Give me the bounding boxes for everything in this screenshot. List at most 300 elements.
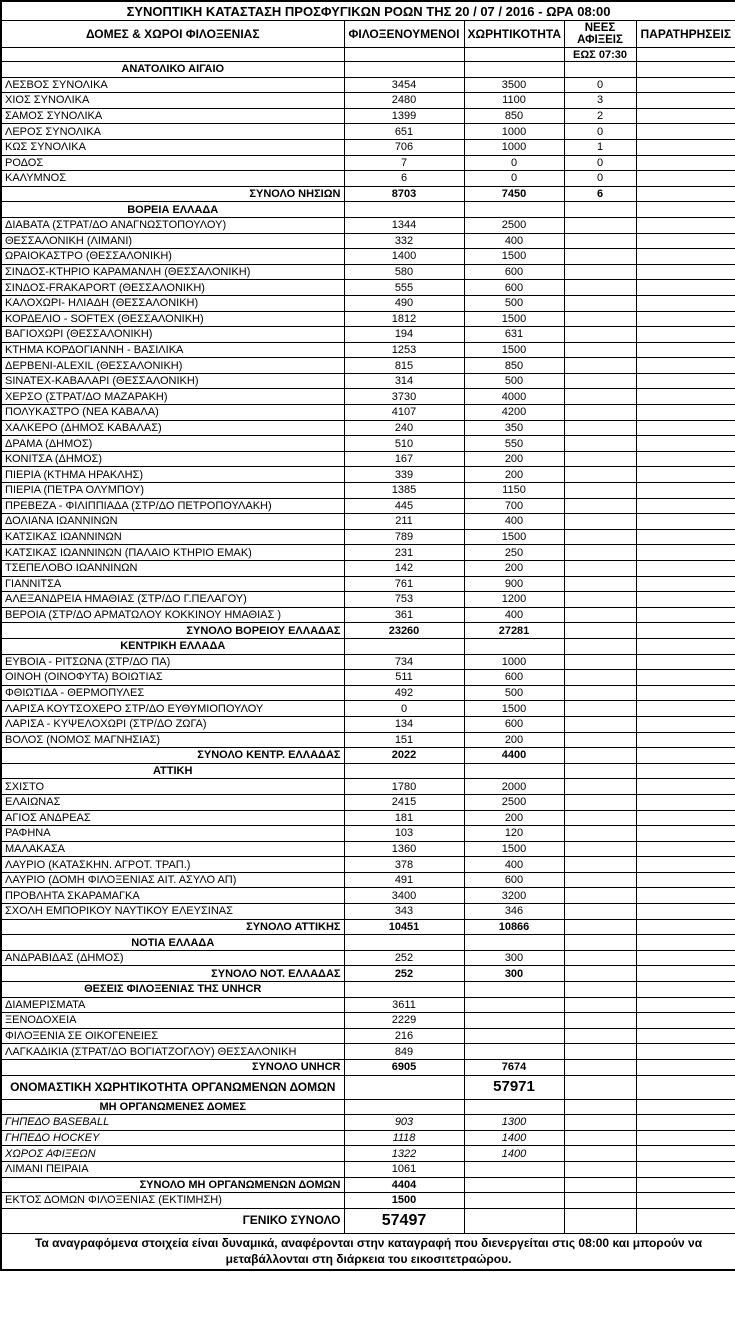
cell-notes xyxy=(636,638,735,654)
cell-guests: 1500 xyxy=(344,1193,464,1209)
cell-arrivals xyxy=(564,794,636,810)
cell-capacity xyxy=(464,1177,564,1193)
cell-guests: 3730 xyxy=(344,389,464,405)
cell-arrivals xyxy=(564,638,636,654)
cell-capacity: 200 xyxy=(464,810,564,826)
table-row xyxy=(1,171,735,187)
empty-cell xyxy=(464,48,564,62)
cell-arrivals xyxy=(564,249,636,265)
cell-notes xyxy=(636,888,735,904)
cell-capacity xyxy=(464,1013,564,1029)
cell-arrivals xyxy=(564,919,636,935)
section-row xyxy=(1,763,735,779)
table-row xyxy=(1,389,735,405)
cell-guests: 1322 xyxy=(344,1146,464,1162)
cell-capacity: 1300 xyxy=(464,1115,564,1131)
cell-guests: 1385 xyxy=(344,483,464,499)
cell-notes xyxy=(636,545,735,561)
table-row xyxy=(1,1115,735,1131)
cell-notes xyxy=(636,202,735,218)
cell-notes xyxy=(636,982,735,998)
cell-capacity: 600 xyxy=(464,716,564,732)
cell-guests: 0 xyxy=(344,701,464,717)
cell-label: ΡΟΔΟΣ xyxy=(1,155,344,171)
cell-notes xyxy=(636,576,735,592)
cell-guests: 8703 xyxy=(344,186,464,202)
cell-capacity xyxy=(464,982,564,998)
cell-label: ΣΥΝΟΛΟ ΜΗ ΟΡΓΑΝΩΜΕΝΩΝ ΔΟΜΩΝ xyxy=(1,1177,344,1193)
table-row xyxy=(1,841,735,857)
cell-notes xyxy=(636,358,735,374)
cell-capacity: 400 xyxy=(464,857,564,873)
cell-capacity: 1500 xyxy=(464,841,564,857)
cell-arrivals xyxy=(564,451,636,467)
cell-guests: 1118 xyxy=(344,1130,464,1146)
cell-notes xyxy=(636,607,735,623)
cell-capacity: 600 xyxy=(464,280,564,296)
title-row xyxy=(1,1,735,21)
cell-guests: 1344 xyxy=(344,217,464,233)
cell-arrivals xyxy=(564,217,636,233)
cell-label: ΛΙΜΑΝΙ ΠΕΙΡΑΙΑ xyxy=(1,1161,344,1177)
cell-notes xyxy=(636,373,735,389)
cell-capacity: 1150 xyxy=(464,483,564,499)
table-row xyxy=(1,514,735,530)
table-row xyxy=(1,779,735,795)
cell-notes xyxy=(636,108,735,124)
cell-arrivals xyxy=(564,62,636,78)
cell-arrivals xyxy=(564,685,636,701)
cell-capacity: 600 xyxy=(464,670,564,686)
cell-label: ΣΧΟΛΗ ΕΜΠΟΡΙΚΟΥ ΝΑΥΤΙΚΟΥ ΕΛΕΥΣΙΝΑΣ xyxy=(1,904,344,920)
table-row xyxy=(1,872,735,888)
cell-guests: 151 xyxy=(344,732,464,748)
cell-arrivals xyxy=(564,295,636,311)
cell-guests: 23260 xyxy=(344,623,464,639)
cell-arrivals: 0 xyxy=(564,171,636,187)
cell-guests: 10451 xyxy=(344,919,464,935)
cell-label: ΧΩΡΟΣ ΑΦΙΞΕΩΝ xyxy=(1,1146,344,1162)
cell-arrivals xyxy=(564,280,636,296)
cell-arrivals xyxy=(564,654,636,670)
cell-guests xyxy=(344,982,464,998)
cell-label: ΣΥΝΟΛΟ ΝΟΤ. ΕΛΛΑΔΑΣ xyxy=(1,966,344,982)
table-row xyxy=(1,451,735,467)
cell-capacity: 1500 xyxy=(464,342,564,358)
table-row xyxy=(1,529,735,545)
cell-notes xyxy=(636,451,735,467)
table-row xyxy=(1,342,735,358)
cell-notes xyxy=(636,1044,735,1060)
table-row xyxy=(1,139,735,155)
cell-guests: 211 xyxy=(344,514,464,530)
cell-notes xyxy=(636,1028,735,1044)
cell-arrivals xyxy=(564,561,636,577)
cell-capacity: 1200 xyxy=(464,592,564,608)
cell-arrivals xyxy=(564,498,636,514)
table-row xyxy=(1,701,735,717)
cell-arrivals xyxy=(564,701,636,717)
cell-arrivals xyxy=(564,623,636,639)
cell-label: ΣΑΜΟΣ ΣΥΝΟΛΙΚΑ xyxy=(1,108,344,124)
cell-capacity: 10866 xyxy=(464,919,564,935)
cell-capacity: 300 xyxy=(464,950,564,966)
cell-label: ΩΡΑΙΟΚΑΣΤΡΟ (ΘΕΣΣΑΛΟΝΙΚΗ) xyxy=(1,249,344,265)
cell-notes xyxy=(636,701,735,717)
cell-arrivals xyxy=(564,1115,636,1131)
cell-capacity: 400 xyxy=(464,514,564,530)
cell-capacity: 0 xyxy=(464,171,564,187)
cell-arrivals xyxy=(564,1161,636,1177)
cell-label: ΑΝΔΡΑΒΙΔΑΣ (ΔΗΜΟΣ) xyxy=(1,950,344,966)
cell-label: SINATEX-ΚΑΒΑΛΑΡΙ (ΘΕΣΣΑΛΟΝΙΚΗ) xyxy=(1,373,344,389)
cell-arrivals xyxy=(564,997,636,1013)
cell-guests: 314 xyxy=(344,373,464,389)
table-row xyxy=(1,233,735,249)
cell-capacity xyxy=(464,62,564,78)
cell-label: ΞΕΝΟΔΟΧΕΙΑ xyxy=(1,1013,344,1029)
empty-cell xyxy=(1,48,344,62)
cell-capacity: 631 xyxy=(464,327,564,343)
cell-label: ΠΙΕΡΙΑ (ΠΕΤΡΑ ΟΛΥΜΠΟΥ) xyxy=(1,483,344,499)
cell-notes xyxy=(636,779,735,795)
cell-notes xyxy=(636,748,735,764)
table-row xyxy=(1,607,735,623)
cell-label: ΕΚΤΟΣ ΔΟΜΩΝ ΦΙΛΟΞΕΝΙΑΣ (ΕΚΤΙΜΗΣΗ) xyxy=(1,1193,344,1209)
cell-label: ΣΙΝΔΟΣ-FRAKAPORT (ΘΕΣΣΑΛΟΝΙΚΗ) xyxy=(1,280,344,296)
cell-notes xyxy=(636,716,735,732)
cell-guests: 361 xyxy=(344,607,464,623)
cell-guests: 1253 xyxy=(344,342,464,358)
cell-guests: 734 xyxy=(344,654,464,670)
cell-arrivals xyxy=(564,311,636,327)
cell-capacity: 600 xyxy=(464,264,564,280)
cell-label: ΧΙΟΣ ΣΥΝΟΛΙΚΑ xyxy=(1,93,344,109)
cell-arrivals xyxy=(564,810,636,826)
cell-arrivals xyxy=(564,327,636,343)
cell-notes xyxy=(636,295,735,311)
cell-arrivals xyxy=(564,592,636,608)
cell-label: ΑΛΕΞΑΝΔΡΕΙΑ ΗΜΑΘΙΑΣ (ΣΤΡ/ΔΟ Γ.ΠΕΛΑΓΟΥ) xyxy=(1,592,344,608)
cell-capacity: 1400 xyxy=(464,1146,564,1162)
cell-arrivals xyxy=(564,826,636,842)
table-row xyxy=(1,592,735,608)
cell-notes xyxy=(636,763,735,779)
cell-arrivals xyxy=(564,872,636,888)
cell-notes xyxy=(636,935,735,951)
cell-arrivals xyxy=(564,545,636,561)
cell-arrivals xyxy=(564,763,636,779)
cell-guests: 555 xyxy=(344,280,464,296)
table-row xyxy=(1,1177,735,1193)
cell-guests: 6905 xyxy=(344,1060,464,1076)
cell-label: ΛΕΡΟΣ ΣΥΝΟΛΙΚΑ xyxy=(1,124,344,140)
cell-guests: 6 xyxy=(344,171,464,187)
cell-label: ΚΩΣ ΣΥΝΟΛΙΚΑ xyxy=(1,139,344,155)
cell-label: ΑΝΑΤΟΛΙΚΟ ΑΙΓΑΙΟ xyxy=(1,62,344,78)
cell-capacity: 1100 xyxy=(464,93,564,109)
cell-notes xyxy=(636,1208,735,1233)
cell-arrivals xyxy=(564,607,636,623)
cell-guests: 231 xyxy=(344,545,464,561)
table-row xyxy=(1,155,735,171)
column-header-guests: ΦΙΛΟΞΕΝΟΥΜΕΝΟΙ xyxy=(344,21,464,48)
cell-notes xyxy=(636,1177,735,1193)
cell-notes xyxy=(636,623,735,639)
cell-label: ΝΟΤΙΑ ΕΛΛΑΔΑ xyxy=(1,935,344,951)
cell-notes xyxy=(636,857,735,873)
page-title: ΣΥΝΟΠΤΙΚΗ ΚΑΤΑΣΤΑΣΗ ΠΡΟΣΦΥΓΙΚΩΝ ΡΟΩΝ ΤΗΣ 20 / 07 / 2016 - ΩΡΑ 08:00 xyxy=(1,1,735,21)
cell-arrivals xyxy=(564,1028,636,1044)
cell-arrivals xyxy=(564,1060,636,1076)
cell-notes xyxy=(636,1146,735,1162)
cell-label: ΓΙΑΝΝΙΤΣΑ xyxy=(1,576,344,592)
cell-capacity: 200 xyxy=(464,451,564,467)
cell-guests: 492 xyxy=(344,685,464,701)
cell-notes xyxy=(636,186,735,202)
cell-capacity: 1500 xyxy=(464,529,564,545)
cell-capacity: 120 xyxy=(464,826,564,842)
section-row xyxy=(1,638,735,654)
table-row xyxy=(1,685,735,701)
cell-arrivals xyxy=(564,966,636,982)
cell-notes xyxy=(636,654,735,670)
cell-capacity: 2000 xyxy=(464,779,564,795)
cell-notes xyxy=(636,498,735,514)
table-row xyxy=(1,358,735,374)
cell-guests: 511 xyxy=(344,670,464,686)
cell-capacity: 7674 xyxy=(464,1060,564,1076)
cell-guests: 7 xyxy=(344,155,464,171)
cell-notes xyxy=(636,1161,735,1177)
cell-notes xyxy=(636,1130,735,1146)
cell-guests xyxy=(344,638,464,654)
cell-notes xyxy=(636,93,735,109)
cell-notes xyxy=(636,794,735,810)
cell-notes xyxy=(636,685,735,701)
cell-notes xyxy=(636,732,735,748)
cell-arrivals xyxy=(564,1146,636,1162)
cell-guests: 240 xyxy=(344,420,464,436)
cell-capacity: 0 xyxy=(464,155,564,171)
cell-notes xyxy=(636,280,735,296)
cell-label: ΟΝΟΜΑΣΤΙΚΗ ΧΩΡΗΤΙΚΟΤΗΤΑ ΟΡΓΑΝΩΜΕΝΩΝ ΔΟΜΩΝ xyxy=(1,1075,344,1099)
cell-capacity xyxy=(464,202,564,218)
table-row xyxy=(1,950,735,966)
cell-arrivals xyxy=(564,732,636,748)
table-row xyxy=(1,264,735,280)
cell-notes xyxy=(636,561,735,577)
footer-row xyxy=(1,1233,735,1270)
cell-arrivals: 0 xyxy=(564,77,636,93)
cell-arrivals xyxy=(564,405,636,421)
cell-capacity: 350 xyxy=(464,420,564,436)
cell-capacity: 400 xyxy=(464,607,564,623)
cell-label: ΜΗ ΟΡΓΑΝΩΜΕΝΕΣ ΔΟΜΕΣ xyxy=(1,1099,344,1115)
table-row xyxy=(1,997,735,1013)
cell-capacity xyxy=(464,1028,564,1044)
cell-notes xyxy=(636,389,735,405)
cell-arrivals: 1 xyxy=(564,139,636,155)
cell-capacity: 2500 xyxy=(464,794,564,810)
cell-capacity: 4200 xyxy=(464,405,564,421)
cell-label: ΠΡΟΒΛΗΤΑ ΣΚΑΡΑΜΑΓΚΑ xyxy=(1,888,344,904)
cell-guests: 57497 xyxy=(344,1208,464,1233)
table-row xyxy=(1,1060,735,1076)
cell-guests: 103 xyxy=(344,826,464,842)
cell-capacity: 500 xyxy=(464,685,564,701)
cell-capacity xyxy=(464,638,564,654)
cell-label: ΕΥΒΟΙΑ - ΡΙΤΣΩΝΑ (ΣΤΡ/ΔΟ ΠΑ) xyxy=(1,654,344,670)
cell-label: ΠΟΛΥΚΑΣΤΡΟ (ΝΕΑ ΚΑΒΑΛΑ) xyxy=(1,405,344,421)
cell-arrivals xyxy=(564,1044,636,1060)
table-row xyxy=(1,311,735,327)
cell-label: ΜΑΛΑΚΑΣΑ xyxy=(1,841,344,857)
cell-guests: 4107 xyxy=(344,405,464,421)
cell-label: ΣΥΝΟΛΟ ΚΕΝΤΡ. ΕΛΛΑΔΑΣ xyxy=(1,748,344,764)
cell-arrivals xyxy=(564,779,636,795)
cell-guests: 252 xyxy=(344,950,464,966)
cell-notes xyxy=(636,841,735,857)
cell-capacity xyxy=(464,1044,564,1060)
cell-label: ΔΙΑΜΕΡΙΣΜΑΤΑ xyxy=(1,997,344,1013)
cell-label: ΚΑΛΥΜΝΟΣ xyxy=(1,171,344,187)
table-row xyxy=(1,576,735,592)
table-row xyxy=(1,373,735,389)
cell-arrivals xyxy=(564,1099,636,1115)
cell-notes xyxy=(636,1115,735,1131)
cell-notes xyxy=(636,826,735,842)
cell-arrivals xyxy=(564,857,636,873)
cell-capacity xyxy=(464,763,564,779)
cell-notes xyxy=(636,124,735,140)
cell-arrivals: 6 xyxy=(564,186,636,202)
cell-guests: 1399 xyxy=(344,108,464,124)
cell-label: ΑΤΤΙΚΗ xyxy=(1,763,344,779)
cell-notes xyxy=(636,904,735,920)
table-row xyxy=(1,810,735,826)
cell-capacity: 1000 xyxy=(464,139,564,155)
section-row xyxy=(1,202,735,218)
cell-arrivals xyxy=(564,576,636,592)
cell-guests: 2229 xyxy=(344,1013,464,1029)
table-row xyxy=(1,857,735,873)
cell-label: ΓΕΝΙΚΟ ΣΥΝΟΛΟ xyxy=(1,1208,344,1233)
cell-label: ΚΑΤΣΙΚΑΣ ΙΩΑΝΝΙΝΩΝ (ΠΑΛΑΙΟ ΚΤΗΡΙΟ ΕΜΑΚ) xyxy=(1,545,344,561)
table-row xyxy=(1,794,735,810)
cell-capacity: 1500 xyxy=(464,311,564,327)
table-row xyxy=(1,1028,735,1044)
cell-capacity: 346 xyxy=(464,904,564,920)
cell-guests: 753 xyxy=(344,592,464,608)
table-row xyxy=(1,124,735,140)
cell-notes xyxy=(636,311,735,327)
cell-label: ΔΙΑΒΑΤΑ (ΣΤΡΑΤ/ΔΟ ΑΝΑΓΝΩΣΤΟΠΟΥΛΟΥ) xyxy=(1,217,344,233)
empty-cell xyxy=(344,48,464,62)
column-header-row xyxy=(1,21,735,48)
cell-label: ΛΑΥΡΙΟ (ΚΑΤΑΣΚΗΝ. ΑΓΡΟΤ. ΤΡΑΠ.) xyxy=(1,857,344,873)
cell-capacity: 200 xyxy=(464,467,564,483)
cell-guests: 2022 xyxy=(344,748,464,764)
table-row xyxy=(1,826,735,842)
cell-guests: 510 xyxy=(344,436,464,452)
cell-label: ΚΕΝΤΡΙΚΗ ΕΛΛΑΔΑ xyxy=(1,638,344,654)
section-row xyxy=(1,1099,735,1115)
table-row xyxy=(1,77,735,93)
cell-notes xyxy=(636,436,735,452)
cell-label: ΔΕΡΒΕΝΙ-ALEXIL (ΘΕΣΣΑΛΟΝΙΚΗ) xyxy=(1,358,344,374)
cell-guests xyxy=(344,62,464,78)
cell-label: ΣΙΝΔΟΣ-ΚΤΗΡΙΟ ΚΑΡΑΜΑΝΛΗ (ΘΕΣΣΑΛΟΝΙΚΗ) xyxy=(1,264,344,280)
cell-arrivals xyxy=(564,202,636,218)
cell-arrivals xyxy=(564,436,636,452)
column-header-facilities: ΔΟΜΕΣ & ΧΩΡΟΙ ΦΙΛΟΞΕΝΙΑΣ xyxy=(1,21,344,48)
cell-arrivals xyxy=(564,514,636,530)
table-row xyxy=(1,654,735,670)
table-row xyxy=(1,1161,735,1177)
cell-arrivals xyxy=(564,1193,636,1209)
cell-label: ΔΟΛΙΑΝΑ ΙΩΑΝΝΙΝΩΝ xyxy=(1,514,344,530)
cell-arrivals xyxy=(564,950,636,966)
table-row xyxy=(1,467,735,483)
cell-guests xyxy=(344,763,464,779)
cell-label: ΣΧΙΣΤΟ xyxy=(1,779,344,795)
cell-notes xyxy=(636,966,735,982)
table-row xyxy=(1,498,735,514)
cell-label: ΚΟΝΙΤΣΑ (ΔΗΜΟΣ) xyxy=(1,451,344,467)
cell-label: ΑΓΙΟΣ ΑΝΔΡΕΑΣ xyxy=(1,810,344,826)
cell-guests: 651 xyxy=(344,124,464,140)
cell-guests: 2415 xyxy=(344,794,464,810)
cell-label: ΒΑΓΙΟΧΩΡΙ (ΘΕΣΣΑΛΟΝΙΚΗ) xyxy=(1,327,344,343)
section-row xyxy=(1,62,735,78)
table-row xyxy=(1,561,735,577)
cell-guests: 167 xyxy=(344,451,464,467)
column-header-new-arrivals: ΝΕΕΣ ΑΦΙΞΕΙΣ xyxy=(564,21,636,48)
cell-capacity: 700 xyxy=(464,498,564,514)
cell-notes xyxy=(636,233,735,249)
cell-capacity: 3500 xyxy=(464,77,564,93)
cell-arrivals xyxy=(564,420,636,436)
cell-arrivals xyxy=(564,1075,636,1099)
cell-capacity: 200 xyxy=(464,732,564,748)
table-row xyxy=(1,420,735,436)
cell-guests xyxy=(344,1099,464,1115)
cell-guests: 1780 xyxy=(344,779,464,795)
cell-notes xyxy=(636,670,735,686)
cell-label: ΘΕΣΣΑΛΟΝΙΚΗ (ΛΙΜΑΝΙ) xyxy=(1,233,344,249)
cell-label: ΟΙΝΟΗ (ΟΙΝΟΦΥΤΑ) ΒΟΙΩΤΙΑΣ xyxy=(1,670,344,686)
cell-label: ΓΗΠΕΔΟ BASEBALL xyxy=(1,1115,344,1131)
table-row xyxy=(1,249,735,265)
cell-capacity: 900 xyxy=(464,576,564,592)
cell-guests xyxy=(344,1075,464,1099)
cell-label: ΒΟΛΟΣ (ΝΟΜΟΣ ΜΑΓΝΗΣΙΑΣ) xyxy=(1,732,344,748)
cell-arrivals xyxy=(564,888,636,904)
cell-capacity: 4000 xyxy=(464,389,564,405)
cell-guests: 3400 xyxy=(344,888,464,904)
cell-capacity: 500 xyxy=(464,295,564,311)
table-row xyxy=(1,327,735,343)
cell-guests: 1400 xyxy=(344,249,464,265)
column-header-notes: ΠΑΡΑΤΗΡΗΣΕΙΣ xyxy=(636,21,735,48)
cell-arrivals xyxy=(564,264,636,280)
cell-arrivals xyxy=(564,342,636,358)
cell-notes xyxy=(636,1060,735,1076)
cell-label: ΛΕΣΒΟΣ ΣΥΝΟΛΙΚΑ xyxy=(1,77,344,93)
cell-label: ΚΟΡΔΕΛΙΟ - SOFTEX (ΘΕΣΣΑΛΟΝΙΚΗ) xyxy=(1,311,344,327)
table-row xyxy=(1,1075,735,1099)
